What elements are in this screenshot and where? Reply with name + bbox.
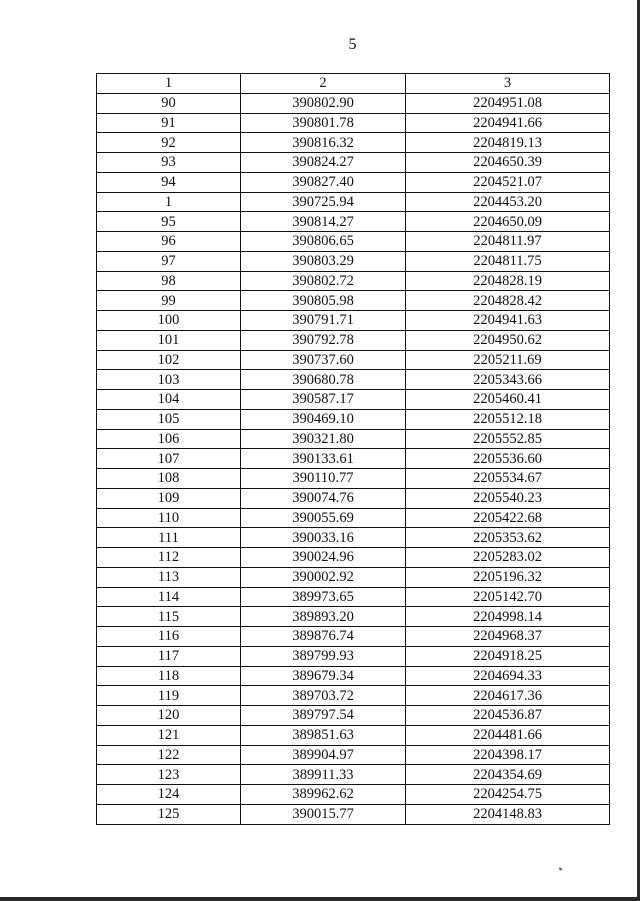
x-coordinate-cell: 390055.69 bbox=[241, 508, 406, 528]
y-coordinate-cell: 2205460.41 bbox=[406, 390, 610, 410]
table-row bbox=[97, 409, 610, 429]
point-number-cell: 113 bbox=[97, 567, 241, 587]
y-coordinate-cell: 2204650.09 bbox=[406, 212, 610, 232]
y-coordinate-cell: 2204398.17 bbox=[406, 745, 610, 765]
point-number-cell: 102 bbox=[97, 350, 241, 370]
x-coordinate-cell: 390816.32 bbox=[241, 133, 406, 153]
table-row bbox=[97, 390, 610, 410]
x-coordinate-cell: 389962.62 bbox=[241, 785, 406, 805]
table-row bbox=[97, 508, 610, 528]
table-row bbox=[97, 785, 610, 805]
point-number-cell: 118 bbox=[97, 666, 241, 686]
table-row bbox=[97, 350, 610, 370]
x-coordinate-cell: 390737.60 bbox=[241, 350, 406, 370]
y-coordinate-cell: 2205353.62 bbox=[406, 528, 610, 548]
y-coordinate-cell: 2204453.20 bbox=[406, 192, 610, 212]
y-coordinate-cell: 2204254.75 bbox=[406, 785, 610, 805]
point-number-cell: 110 bbox=[97, 508, 241, 528]
point-number-cell: 96 bbox=[97, 232, 241, 252]
x-coordinate-cell: 389703.72 bbox=[241, 686, 406, 706]
y-coordinate-cell: 2204354.69 bbox=[406, 765, 610, 785]
point-number-cell: 94 bbox=[97, 172, 241, 192]
y-coordinate-cell: 2205512.18 bbox=[406, 409, 610, 429]
point-number-cell: 93 bbox=[97, 153, 241, 173]
x-coordinate-cell: 389876.74 bbox=[241, 627, 406, 647]
x-coordinate-cell: 390074.76 bbox=[241, 488, 406, 508]
x-coordinate-cell: 390792.78 bbox=[241, 330, 406, 350]
point-number-cell: 103 bbox=[97, 370, 241, 390]
header-cell-y: 3 bbox=[406, 74, 610, 94]
table-row bbox=[97, 172, 610, 192]
y-coordinate-cell: 2204828.19 bbox=[406, 271, 610, 291]
table-body bbox=[97, 93, 610, 824]
y-coordinate-cell: 2205196.32 bbox=[406, 567, 610, 587]
point-number-cell: 1 bbox=[97, 192, 241, 212]
y-coordinate-cell: 2205422.68 bbox=[406, 508, 610, 528]
table-row bbox=[97, 706, 610, 726]
y-coordinate-cell: 2204968.37 bbox=[406, 627, 610, 647]
table-row bbox=[97, 271, 610, 291]
table-header bbox=[97, 74, 610, 94]
x-coordinate-cell: 390015.77 bbox=[241, 804, 406, 824]
table-row bbox=[97, 133, 610, 153]
point-number-cell: 100 bbox=[97, 311, 241, 331]
y-coordinate-cell: 2204828.42 bbox=[406, 291, 610, 311]
table-row bbox=[97, 251, 610, 271]
table-row bbox=[97, 745, 610, 765]
y-coordinate-cell: 2204998.14 bbox=[406, 607, 610, 627]
table-row bbox=[97, 488, 610, 508]
y-coordinate-cell: 2204941.63 bbox=[406, 311, 610, 331]
point-number-cell: 107 bbox=[97, 449, 241, 469]
x-coordinate-cell: 389679.34 bbox=[241, 666, 406, 686]
table-row bbox=[97, 528, 610, 548]
x-coordinate-cell: 389893.20 bbox=[241, 607, 406, 627]
table-row bbox=[97, 192, 610, 212]
x-coordinate-cell: 390587.17 bbox=[241, 390, 406, 410]
x-coordinate-cell: 390680.78 bbox=[241, 370, 406, 390]
y-coordinate-cell: 2204536.87 bbox=[406, 706, 610, 726]
header-row bbox=[97, 74, 610, 94]
y-coordinate-cell: 2204148.83 bbox=[406, 804, 610, 824]
point-number-cell: 104 bbox=[97, 390, 241, 410]
point-number-cell: 98 bbox=[97, 271, 241, 291]
point-number-cell: 111 bbox=[97, 528, 241, 548]
point-number-cell: 122 bbox=[97, 745, 241, 765]
table-row bbox=[97, 311, 610, 331]
table-row bbox=[97, 291, 610, 311]
x-coordinate-cell: 389851.63 bbox=[241, 725, 406, 745]
scan-speck bbox=[559, 867, 563, 870]
table-row bbox=[97, 113, 610, 133]
page-number: 5 bbox=[348, 36, 357, 53]
y-coordinate-cell: 2205142.70 bbox=[406, 587, 610, 607]
table-row bbox=[97, 370, 610, 390]
y-coordinate-cell: 2205283.02 bbox=[406, 548, 610, 568]
x-coordinate-cell: 390802.90 bbox=[241, 93, 406, 113]
point-number-cell: 123 bbox=[97, 765, 241, 785]
x-coordinate-cell: 390002.92 bbox=[241, 567, 406, 587]
point-number-cell: 120 bbox=[97, 706, 241, 726]
x-coordinate-cell: 389904.97 bbox=[241, 745, 406, 765]
point-number-cell: 101 bbox=[97, 330, 241, 350]
table-row bbox=[97, 587, 610, 607]
point-number-cell: 125 bbox=[97, 804, 241, 824]
header-cell-point: 1 bbox=[97, 74, 241, 94]
y-coordinate-cell: 2204694.33 bbox=[406, 666, 610, 686]
y-coordinate-cell: 2204521.07 bbox=[406, 172, 610, 192]
point-number-cell: 124 bbox=[97, 785, 241, 805]
table-row bbox=[97, 429, 610, 449]
x-coordinate-cell: 390133.61 bbox=[241, 449, 406, 469]
point-number-cell: 109 bbox=[97, 488, 241, 508]
x-coordinate-cell: 390110.77 bbox=[241, 469, 406, 489]
table-row bbox=[97, 469, 610, 489]
point-number-cell: 95 bbox=[97, 212, 241, 232]
table-row bbox=[97, 212, 610, 232]
table-row bbox=[97, 765, 610, 785]
y-coordinate-cell: 2204950.62 bbox=[406, 330, 610, 350]
x-coordinate-cell: 390806.65 bbox=[241, 232, 406, 252]
point-number-cell: 91 bbox=[97, 113, 241, 133]
scan-edge-bottom bbox=[0, 897, 640, 901]
table-row bbox=[97, 449, 610, 469]
y-coordinate-cell: 2204617.36 bbox=[406, 686, 610, 706]
table-row bbox=[97, 330, 610, 350]
table-row bbox=[97, 686, 610, 706]
x-coordinate-cell: 389797.54 bbox=[241, 706, 406, 726]
table-row bbox=[97, 93, 610, 113]
y-coordinate-cell: 2205211.69 bbox=[406, 350, 610, 370]
table-row bbox=[97, 153, 610, 173]
y-coordinate-cell: 2204951.08 bbox=[406, 93, 610, 113]
x-coordinate-cell: 389973.65 bbox=[241, 587, 406, 607]
y-coordinate-cell: 2204918.25 bbox=[406, 646, 610, 666]
point-number-cell: 92 bbox=[97, 133, 241, 153]
table-row bbox=[97, 607, 610, 627]
x-coordinate-cell: 390024.96 bbox=[241, 548, 406, 568]
point-number-cell: 117 bbox=[97, 646, 241, 666]
table-row bbox=[97, 627, 610, 647]
point-number-cell: 121 bbox=[97, 725, 241, 745]
point-number-cell: 112 bbox=[97, 548, 241, 568]
y-coordinate-cell: 2205552.85 bbox=[406, 429, 610, 449]
x-coordinate-cell: 390791.71 bbox=[241, 311, 406, 331]
y-coordinate-cell: 2204819.13 bbox=[406, 133, 610, 153]
point-number-cell: 114 bbox=[97, 587, 241, 607]
header-cell-x: 2 bbox=[241, 74, 406, 94]
table-row bbox=[97, 666, 610, 686]
x-coordinate-cell: 390827.40 bbox=[241, 172, 406, 192]
y-coordinate-cell: 2205540.23 bbox=[406, 488, 610, 508]
table-row bbox=[97, 567, 610, 587]
point-number-cell: 119 bbox=[97, 686, 241, 706]
y-coordinate-cell: 2204941.66 bbox=[406, 113, 610, 133]
point-number-cell: 90 bbox=[97, 93, 241, 113]
point-number-cell: 99 bbox=[97, 291, 241, 311]
point-number-cell: 116 bbox=[97, 627, 241, 647]
x-coordinate-cell: 390805.98 bbox=[241, 291, 406, 311]
x-coordinate-cell: 390725.94 bbox=[241, 192, 406, 212]
y-coordinate-cell: 2205536.60 bbox=[406, 449, 610, 469]
table-row bbox=[97, 725, 610, 745]
y-coordinate-cell: 2204650.39 bbox=[406, 153, 610, 173]
x-coordinate-cell: 390033.16 bbox=[241, 528, 406, 548]
x-coordinate-cell: 390802.72 bbox=[241, 271, 406, 291]
x-coordinate-cell: 390321.80 bbox=[241, 429, 406, 449]
y-coordinate-cell: 2204811.97 bbox=[406, 232, 610, 252]
x-coordinate-cell: 389911.33 bbox=[241, 765, 406, 785]
point-number-cell: 106 bbox=[97, 429, 241, 449]
y-coordinate-cell: 2204811.75 bbox=[406, 251, 610, 271]
point-number-cell: 97 bbox=[97, 251, 241, 271]
table-row bbox=[97, 232, 610, 252]
x-coordinate-cell: 390803.29 bbox=[241, 251, 406, 271]
point-number-cell: 115 bbox=[97, 607, 241, 627]
y-coordinate-cell: 2205343.66 bbox=[406, 370, 610, 390]
x-coordinate-cell: 390469.10 bbox=[241, 409, 406, 429]
point-number-cell: 108 bbox=[97, 469, 241, 489]
x-coordinate-cell: 390824.27 bbox=[241, 153, 406, 173]
table-row bbox=[97, 548, 610, 568]
table-row bbox=[97, 804, 610, 824]
point-number-cell: 105 bbox=[97, 409, 241, 429]
coordinates-table bbox=[96, 73, 610, 825]
y-coordinate-cell: 2204481.66 bbox=[406, 725, 610, 745]
x-coordinate-cell: 389799.93 bbox=[241, 646, 406, 666]
table-row bbox=[97, 646, 610, 666]
x-coordinate-cell: 390814.27 bbox=[241, 212, 406, 232]
x-coordinate-cell: 390801.78 bbox=[241, 113, 406, 133]
y-coordinate-cell: 2205534.67 bbox=[406, 469, 610, 489]
